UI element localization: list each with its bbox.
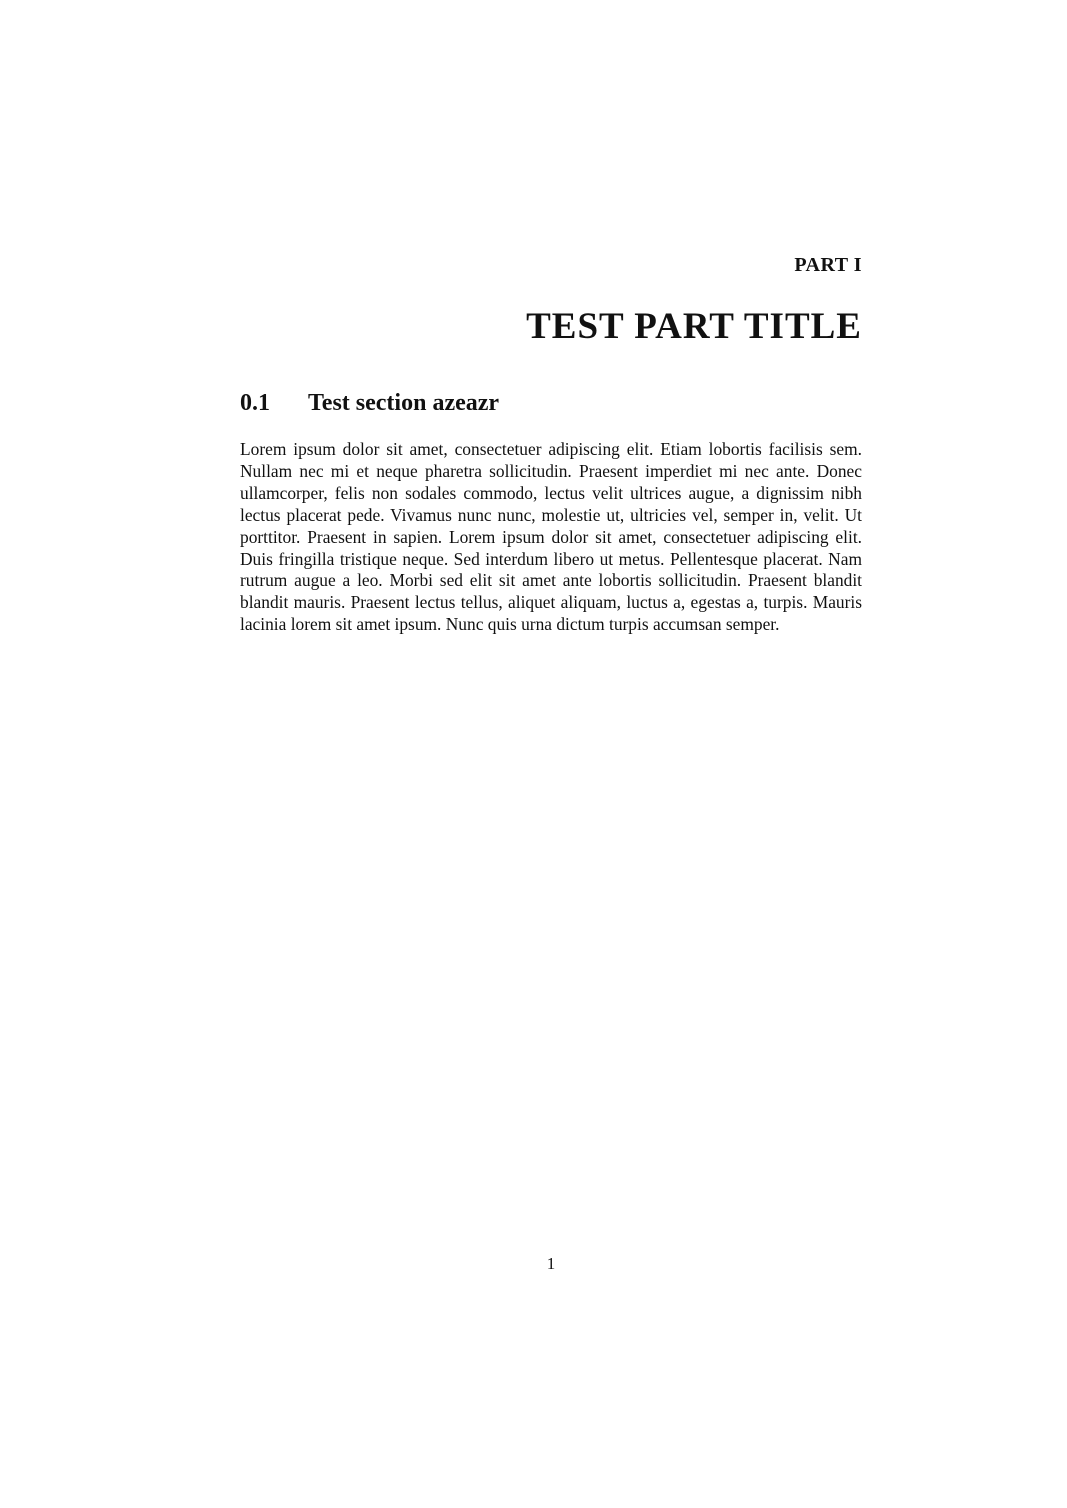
part-label: PART I	[794, 254, 862, 276]
section-body-paragraph: Lorem ipsum dolor sit amet, consectetuer adipiscing elit. Etiam lobortis facilisis sem. Nullam nec mi et neque pharetra sollicitudin. Praesent imperdiet mi nec ante. Donec ullamcorper, felis non sodales commodo, lectus velit ultrices augue, a dignissim nibh lectus placerat pede. Vivamus nunc nunc, molestie ut, ultricies vel, semper in, velit. Ut porttitor. Praesent in sapien. Lorem ipsum dolor sit amet, consectetuer adipiscing elit. Duis fringilla tristique neque. Sed interdum libero ut metus. Pellentesque placerat. Nam rutrum augue a leo. Morbi sed elit sit amet ante lobortis sollicitudin. Praesent blandit blandit mauris. Praesent lectus tellus, aliquet aliquam, luctus a, egestas a, turpis. Mauris lacinia lorem sit amet ipsum. Nunc quis urna dictum turpis accumsan semper.	[240, 439, 862, 635]
section-number: 0.1	[240, 390, 270, 416]
part-title: TEST PART TITLE	[526, 306, 862, 347]
page-number: 1	[546, 1254, 556, 1273]
section-heading	[240, 390, 499, 417]
section-title: Test section azeazr	[308, 390, 500, 416]
